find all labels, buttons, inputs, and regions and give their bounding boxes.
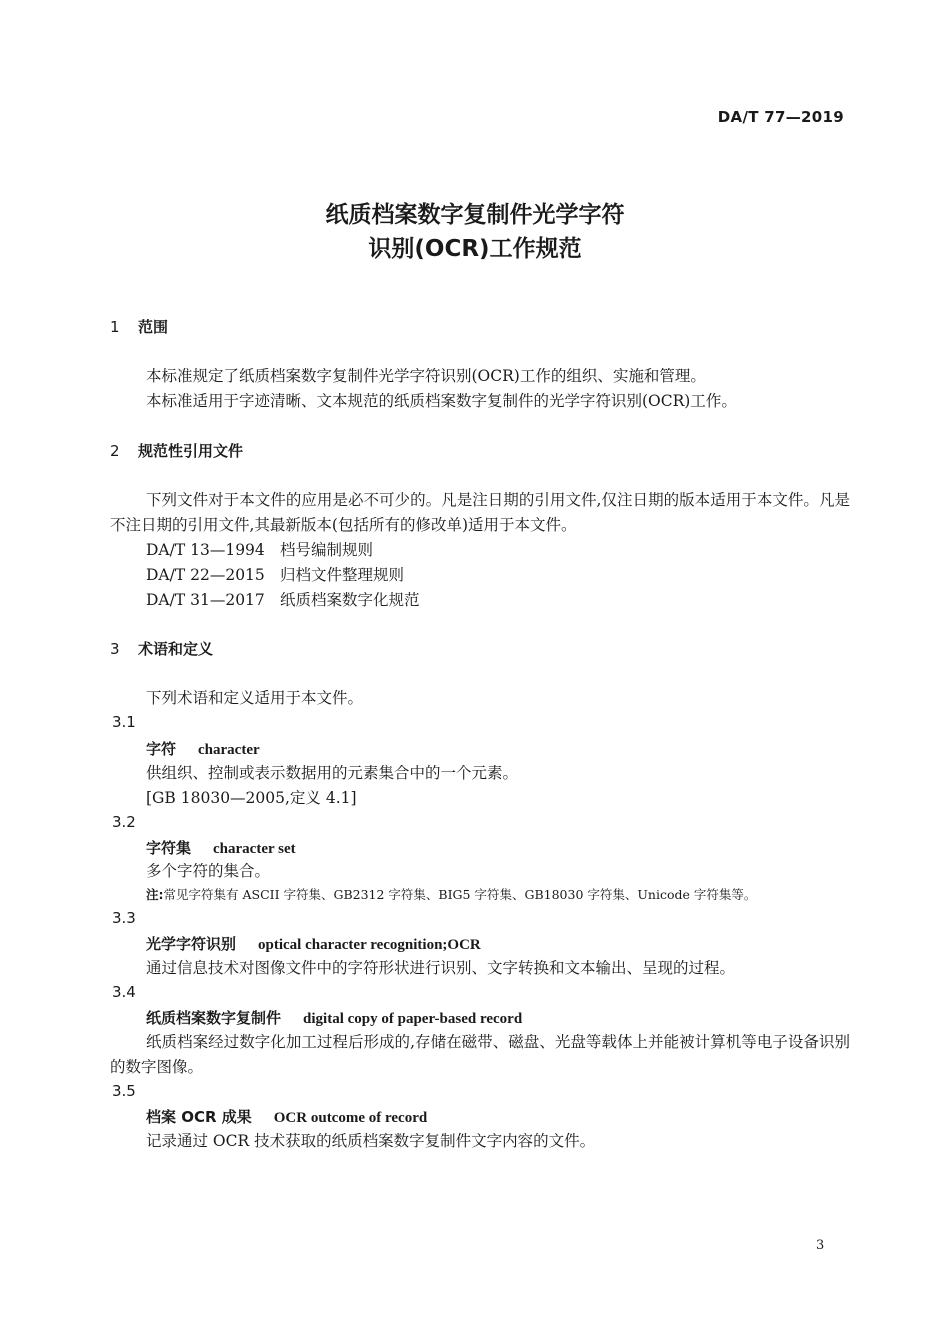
section-title: 术语和定义 — [138, 640, 214, 658]
scope-paragraph-1: 本标准规定了纸质档案数字复制件光学字符识别(OCR)工作的组织、实施和管理。 — [146, 367, 706, 385]
term-en: digital copy of paper-based record — [303, 1011, 523, 1027]
term-heading — [146, 738, 260, 759]
section-number: 1 — [110, 318, 120, 336]
reference-item — [146, 538, 373, 563]
term-number: 3.1 — [112, 713, 136, 731]
section-1-heading — [110, 316, 168, 337]
reference-title: 归档文件整理规则 — [280, 566, 405, 584]
term-heading — [146, 933, 481, 954]
reference-code: DA/T 22—2015 — [146, 566, 265, 584]
term-zh: 档案 OCR 成果 — [146, 1108, 252, 1126]
standard-code: DA/T 77—2019 — [717, 108, 844, 126]
note-label: 注: — [146, 887, 164, 902]
term-number: 3.3 — [112, 909, 136, 927]
section-title: 规范性引用文件 — [138, 442, 244, 460]
term-definition: 多个字符的集合。 — [146, 862, 271, 880]
term-source: [GB 18030—2005,定义 4.1] — [146, 789, 357, 807]
term-number: 3.2 — [112, 813, 136, 831]
document-title-line2: 识别(OCR)工作规范 — [368, 236, 582, 262]
term-zh: 字符集 — [146, 839, 192, 857]
section-2-heading — [110, 440, 243, 461]
document-title-line1: 纸质档案数字复制件光学字符 — [325, 202, 625, 228]
term-zh: 光学字符识别 — [146, 935, 237, 953]
term-definition: 纸质档案经过数字化加工过程后形成的,存储在磁带、磁盘、光盘等载体上并能被计算机等电子设备识别的数字图像。 — [110, 1033, 850, 1076]
reference-code: DA/T 31—2017 — [146, 591, 265, 609]
term-definition: 记录通过 OCR 技术获取的纸质档案数字复制件文字内容的文件。 — [146, 1132, 596, 1150]
term-note — [146, 885, 756, 903]
term-en: OCR outcome of record — [273, 1110, 428, 1126]
term-number: 3.5 — [112, 1082, 136, 1100]
term-heading — [146, 1106, 427, 1127]
section-title: 范围 — [138, 318, 169, 336]
reference-item — [146, 563, 404, 588]
term-en: character — [198, 742, 260, 758]
term-en: character set — [213, 841, 296, 857]
term-zh: 字符 — [146, 740, 177, 758]
term-definition: 供组织、控制或表示数据用的元素集合中的一个元素。 — [146, 764, 519, 782]
term-zh: 纸质档案数字复制件 — [146, 1009, 282, 1027]
term-number: 3.4 — [112, 983, 136, 1001]
terms-intro: 下列术语和定义适用于本文件。 — [146, 689, 364, 707]
scope-paragraph-2: 本标准适用于字迹清晰、文本规范的纸质档案数字复制件的光学字符识别(OCR)工作。 — [146, 392, 737, 410]
page-number: 3 — [816, 1238, 825, 1253]
section-3-heading — [110, 638, 213, 659]
normative-references-paragraph: 下列文件对于本文件的应用是必不可少的。凡是注日期的引用文件,仅注日期的版本适用于本文件。凡是不注日期的引用文件,其最新版本(包括所有的修改单)适用于本文件。 — [110, 491, 850, 534]
term-heading — [146, 1007, 522, 1028]
reference-code: DA/T 13—1994 — [146, 541, 265, 559]
section-number: 3 — [110, 640, 120, 658]
term-definition: 通过信息技术对图像文件中的字符形状进行识别、文字转换和文本输出、呈现的过程。 — [146, 959, 736, 977]
reference-title: 档号编制规则 — [280, 541, 374, 559]
reference-title: 纸质档案数字化规范 — [280, 591, 420, 609]
section-number: 2 — [110, 442, 120, 460]
note-text: 常见字符集有 ASCII 字符集、GB2312 字符集、BIG5 字符集、GB18030 字符集、Unicode 字符集等。 — [163, 887, 757, 902]
term-heading — [146, 837, 296, 858]
reference-item — [146, 588, 420, 613]
term-en: optical character recognition;OCR — [258, 937, 481, 953]
